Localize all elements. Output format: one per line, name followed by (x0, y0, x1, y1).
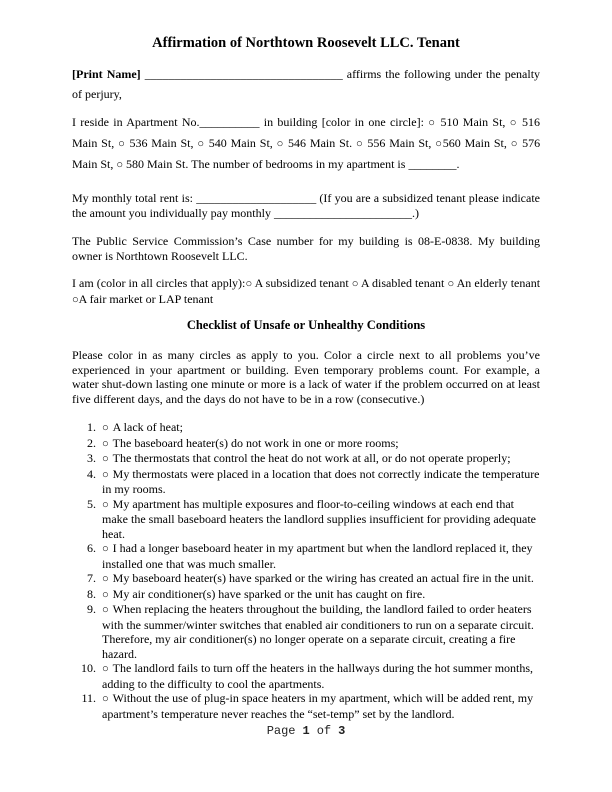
tenant-circle-icon: ○ (351, 278, 359, 290)
tenant-circle-icon: ○ (245, 278, 253, 290)
residence-lead: I reside in Apartment No. (72, 115, 200, 129)
tenant-option-fair-market: ○A fair market or LAP tenant (72, 291, 214, 306)
building-circle-icon: ○ (116, 159, 124, 171)
building-option-510: ○ 510 Main St, (428, 115, 510, 129)
checklist-item-1 (72, 420, 540, 436)
footer-total-pages: 3 (338, 724, 346, 738)
tenant-option-elderly: ○ An elderly tenant (447, 276, 541, 290)
tenant-type-lead: I am (color in all circles that apply): (72, 276, 246, 290)
building-option-580: ○ 580 Main St. (116, 157, 192, 171)
item-number: 9. (87, 602, 96, 616)
checklist-item-7 (72, 571, 540, 587)
building-option-576: ○ 576 Main St, (72, 136, 541, 171)
building-instruction: in building [color in one circle]: (259, 115, 429, 129)
item-text: ○ The baseboard heater(s) do not work in one or more rooms; (102, 435, 399, 450)
answer-circle-icon: ○ (102, 422, 109, 434)
answer-circle-icon: ○ (102, 663, 109, 675)
item-text: ○ A lack of heat; (102, 420, 183, 434)
checklist-item-6 (72, 541, 540, 571)
psc-paragraph: The Public Service Commission’s Case number for my building is 08-E-0838. My building owner is Northtown Roosevelt LLC. (72, 234, 540, 263)
checklist-item-8 (72, 587, 540, 603)
item-number: 10. (81, 661, 96, 675)
building-circle-icon: ○ (428, 117, 437, 129)
answer-circle-icon: ○ (102, 437, 109, 450)
footer-of-word: of (316, 724, 332, 738)
item-number: 8. (87, 586, 96, 601)
checklist (72, 420, 540, 721)
building-option-516: ○ 516 Main St, (72, 115, 541, 150)
print-name-paragraph (72, 64, 540, 104)
building-option-546: ○ 546 Main St. (276, 136, 356, 150)
item-number: 4. (87, 466, 96, 481)
item-number: 5. (87, 496, 96, 511)
item-number: 1. (87, 420, 96, 434)
item-text: ○ My thermostats were placed in a location that does not correctly indicate the temperature in my rooms. (102, 466, 540, 496)
checklist-item-10 (72, 661, 540, 691)
checklist-item-9 (72, 602, 540, 661)
answer-circle-icon: ○ (102, 468, 109, 481)
residence-paragraph: I reside in Apartment No.__________ in building [color in one circle]: ○ 510 Main St, ○ 516 Main St, ○ 536 Main St, ○ 540 Main St, ○ 546 Main St. ○ 556 Main St, ○560 Main St, ○ 576 Main St, ○ 580 Main St. The number of bedrooms in my apartment is ________. (72, 115, 541, 171)
building-option-540: ○ 540 Main St, (197, 136, 277, 150)
print-name-blank: _________________________________ (144, 67, 343, 81)
answer-circle-icon: ○ (102, 543, 109, 555)
rent-paragraph: My monthly total rent is: ____________________ (If you are a subsidized tenant please indicate the amount you individually pay monthly _______________________.) (72, 191, 540, 220)
answer-circle-icon: ○ (102, 604, 109, 616)
rent-amount-blank: ____________________ (196, 191, 317, 205)
affirmation-text: affirms the following under the penalty of perjury, (72, 67, 541, 101)
checklist-item-3 (72, 451, 540, 467)
item-text: ○ When replacing the heaters throughout the building, the landlord failed to order heaters with the summer/winter switches that enabled air conditioners to run on a separate circuit. Therefore, my air conditioner(s) no longer operate on a separate circuit, creating a fire hazard. (102, 602, 534, 661)
checklist-heading: Checklist of Unsafe or Unhealthy Conditions (186, 318, 426, 332)
item-text: ○ The thermostats that control the heat do not work at all, or do not operate properly; (102, 451, 511, 465)
building-circle-icon: ○ (355, 138, 364, 150)
item-text: ○ My apartment has multiple exposures and floor-to-ceiling windows at each end that make the small baseboard heaters the landlord supplies insufficient for providing adequate heat. (102, 496, 536, 541)
item-text: ○ My air conditioner(s) have sparked or the unit has caught on fire. (102, 586, 426, 601)
checklist-item-4 (72, 467, 540, 497)
checklist-intro-paragraph: Please color in as many circles as apply to you. Color a circle next to all problems you’ve experienced in your apartment or building. Even temporary problems count. For example, a water shut-down lasting one minute or more is a lack of water if the problem occurred on at least five different days, and the days do not have to be in a row (consecutive.) (72, 348, 540, 406)
building-circle-icon: ○ (197, 138, 205, 150)
tenant-option-subsidized: ○ A subsidized tenant (245, 276, 349, 290)
monthly-pay-blank: _______________________ (273, 205, 412, 220)
answer-circle-icon: ○ (102, 693, 109, 705)
checklist-item-5 (72, 497, 540, 542)
item-text: ○ Without the use of plug-in space heaters in my apartment, which will be added rent, my apartment’s temperature never reaches the “set-temp” set by the landlord. (102, 691, 534, 721)
item-text: ○ I had a longer baseboard heater in my apartment but when the landlord replaced it, they installed one that was much smaller. (102, 541, 533, 571)
building-circle-icon: ○ (276, 138, 285, 150)
document-title: Affirmation of Northtown Roosevelt LLC. Tenant (152, 35, 460, 51)
bedrooms-text: The number of bedrooms in my apartment is (191, 157, 409, 171)
answer-circle-icon: ○ (102, 573, 109, 585)
tenant-circle-icon: ○ (72, 293, 79, 306)
item-text: ○ The landlord fails to turn off the heaters in the hallways during the hot summer months, adding to the difficulty to cool the apartments. (102, 661, 534, 691)
answer-circle-icon: ○ (102, 498, 109, 511)
print-name-label: [Print Name] (72, 67, 141, 81)
item-number: 7. (87, 571, 96, 585)
building-circle-icon: ○ (509, 117, 518, 129)
answer-circle-icon: ○ (102, 453, 109, 465)
item-number: 2. (87, 435, 96, 450)
apartment-number-blank: __________ (199, 115, 260, 129)
footer-page-number: 1 (302, 724, 310, 738)
item-number: 6. (87, 541, 96, 555)
building-option-536: ○ 536 Main St, (118, 136, 198, 150)
building-circle-icon: ○ (510, 138, 519, 150)
checklist-item-11 (72, 691, 540, 721)
tenant-option-disabled: ○ A disabled tenant (351, 276, 445, 290)
rent-lead: My monthly total rent is: (72, 191, 197, 205)
building-option-560: ○560 Main St, (435, 136, 511, 150)
item-number: 11. (81, 691, 96, 705)
building-circle-icon: ○ (435, 138, 443, 150)
tenant-type-paragraph (72, 276, 540, 307)
rent-middle: (If you are a subsidized tenant please indicate the amount you individually pay monthly (72, 191, 540, 220)
page-footer (0, 724, 612, 738)
tenant-circle-icon: ○ (447, 278, 455, 290)
answer-circle-icon: ○ (102, 588, 109, 601)
bedrooms-blank: ________ (408, 157, 457, 171)
item-number: 3. (87, 451, 96, 465)
checklist-item-2 (72, 436, 540, 452)
item-text: ○ My baseboard heater(s) have sparked or the wiring has created an actual fire in the unit. (102, 571, 534, 585)
building-option-556: ○ 556 Main St, (355, 136, 436, 150)
building-circle-icon: ○ (118, 138, 126, 150)
footer-page-word: Page (266, 724, 296, 738)
